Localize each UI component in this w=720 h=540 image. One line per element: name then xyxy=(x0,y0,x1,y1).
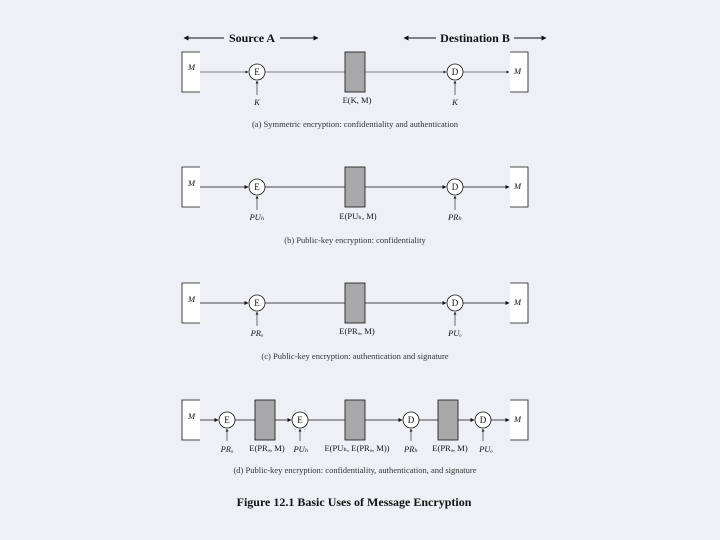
ciphertext-label: E(K, M) xyxy=(342,95,372,105)
encrypt-symbol: E xyxy=(297,415,303,425)
panel-caption: (c) Public-key encryption: authentication and signature xyxy=(261,351,449,361)
encrypt-symbol: E xyxy=(254,67,260,77)
panel-caption: (b) Public-key encryption: confidentiality xyxy=(284,235,426,245)
message-label: M xyxy=(188,62,196,72)
decrypt-symbol: D xyxy=(451,182,459,192)
source-a-label: Source A xyxy=(228,31,276,45)
key-in-label: PRₐ xyxy=(250,328,264,338)
ciphertext-label: E(PRₐ, M) xyxy=(339,326,375,336)
key-in-label: K xyxy=(254,97,260,107)
decrypt-symbol: D xyxy=(451,298,459,308)
panel-caption: (a) Symmetric encryption: confidentiality and authentication xyxy=(251,119,459,129)
ciphertext-block xyxy=(345,52,365,92)
message-label: M xyxy=(514,297,522,307)
panel-caption: (d) Public-key encryption: confidentiality, authentication, and signature xyxy=(233,465,477,475)
key-label: PRₐ xyxy=(220,444,234,454)
key-out-label: PRₕ xyxy=(447,212,463,222)
header xyxy=(184,31,546,45)
encrypt-symbol: E xyxy=(224,415,230,425)
decrypt-symbol: D xyxy=(451,67,459,77)
message-box-left xyxy=(182,52,200,92)
decrypt-symbol: D xyxy=(479,415,487,425)
message-label: M xyxy=(188,294,196,304)
ciphertext-block xyxy=(438,400,458,440)
message-label: M xyxy=(514,181,522,191)
panel-d xyxy=(182,400,528,475)
message-label: M xyxy=(188,178,196,188)
encrypt-symbol: E xyxy=(254,298,260,308)
encrypt-symbol: E xyxy=(254,182,260,192)
ciphertext-block xyxy=(345,400,365,440)
message-label: M xyxy=(188,411,196,421)
key-label: PUₕ xyxy=(293,444,309,454)
key-out-label: PUₐ xyxy=(448,328,462,338)
figure-title: Figure 12.1 Basic Uses of Message Encryption xyxy=(236,495,472,509)
ciphertext-label: E(PUₕ, E(PRₐ, M)) xyxy=(324,443,390,453)
ciphertext-block xyxy=(345,283,365,323)
destination-b-label: Destination B xyxy=(440,31,510,45)
key-in-label: PUₕ xyxy=(249,212,265,222)
message-label: M xyxy=(514,414,522,424)
panel-a xyxy=(182,52,528,129)
message-label: M xyxy=(514,66,522,76)
key-label: PUₐ xyxy=(479,444,493,454)
panel-c xyxy=(182,283,528,361)
ciphertext-label: E(PRₐ, M) xyxy=(432,443,468,453)
decrypt-symbol: D xyxy=(407,415,415,425)
key-label: PRₕ xyxy=(403,444,419,454)
ciphertext-block xyxy=(345,167,365,207)
panel-b xyxy=(182,167,528,245)
ciphertext-label: E(PRₐ, M) xyxy=(249,443,285,453)
key-out-label: K xyxy=(452,97,458,107)
ciphertext-block xyxy=(255,400,275,440)
ciphertext-label: E(PUₕ, M) xyxy=(339,211,377,221)
